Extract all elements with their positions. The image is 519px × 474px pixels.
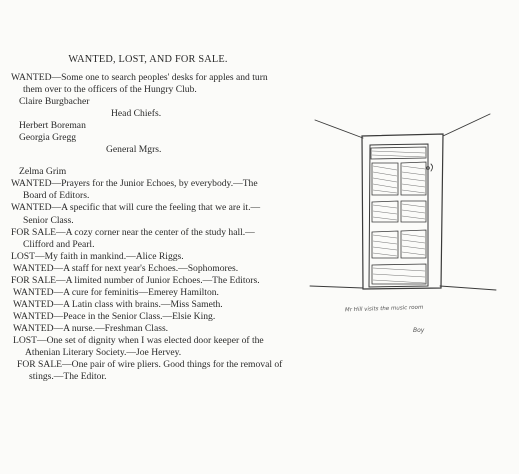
classified-entry: FOR SALE—One pair of wire pliers. Good things for the removal of stings.—The Editor.: [17, 359, 283, 383]
officer-role: Head Chiefs.: [111, 108, 162, 120]
classified-entry: WANTED—A Latin class with brains.—Miss Sameth.: [13, 298, 223, 310]
artist-signature: Boy: [413, 327, 425, 334]
classified-entry: WANTED—A nurse.—Freshman Class.: [13, 322, 169, 334]
officer-name: Georgia Gregg: [19, 132, 77, 144]
classifieds-column: [11, 72, 283, 383]
door-sketch-illustration: [300, 100, 500, 340]
officer-name: Claire Burgbacher: [19, 96, 90, 108]
classified-entry: WANTED—A staff for next year's Echoes.—Sophomores.: [13, 262, 239, 274]
page-title: WANTED, LOST, AND FOR SALE.: [68, 54, 228, 65]
classified-entry: WANTED—Prayers for the Junior Echoes, by everybody.—The Board of Editors.: [11, 178, 258, 202]
classified-entry: WANTED—Peace in the Senior Class.—Elsie King.: [13, 310, 216, 322]
classified-entry: WANTED—A specific that will cure the feeling that we are it.—Senior Class.: [11, 202, 261, 226]
officer-role: General Mgrs.: [106, 144, 162, 156]
classified-entry: LOST—My faith in mankind.—Alice Riggs.: [11, 250, 184, 262]
classified-entry: LOST—One set of dignity when I was elected door keeper of the Athenian Literary Society.—Joe Hervey.: [13, 334, 264, 359]
classified-entry: WANTED—Some one to search peoples' desks for apples and turn them over to the officers of the Hungry Club.: [11, 72, 268, 96]
illustration-caption: Mr Hill visits the music room: [344, 304, 424, 314]
classified-entry: FOR SALE—A limited number of Junior Echoes.—The Editors.: [11, 274, 260, 286]
officer-name: Zelma Grim: [19, 166, 67, 178]
officer-name: Herbert Boreman: [19, 120, 86, 132]
classified-entry: WANTED—A cure for feminitis—Emerey Hamilton.: [13, 286, 219, 298]
classified-entry: FOR SALE—A cozy corner near the center of the study hall.—Clifford and Pearl.: [11, 226, 255, 250]
